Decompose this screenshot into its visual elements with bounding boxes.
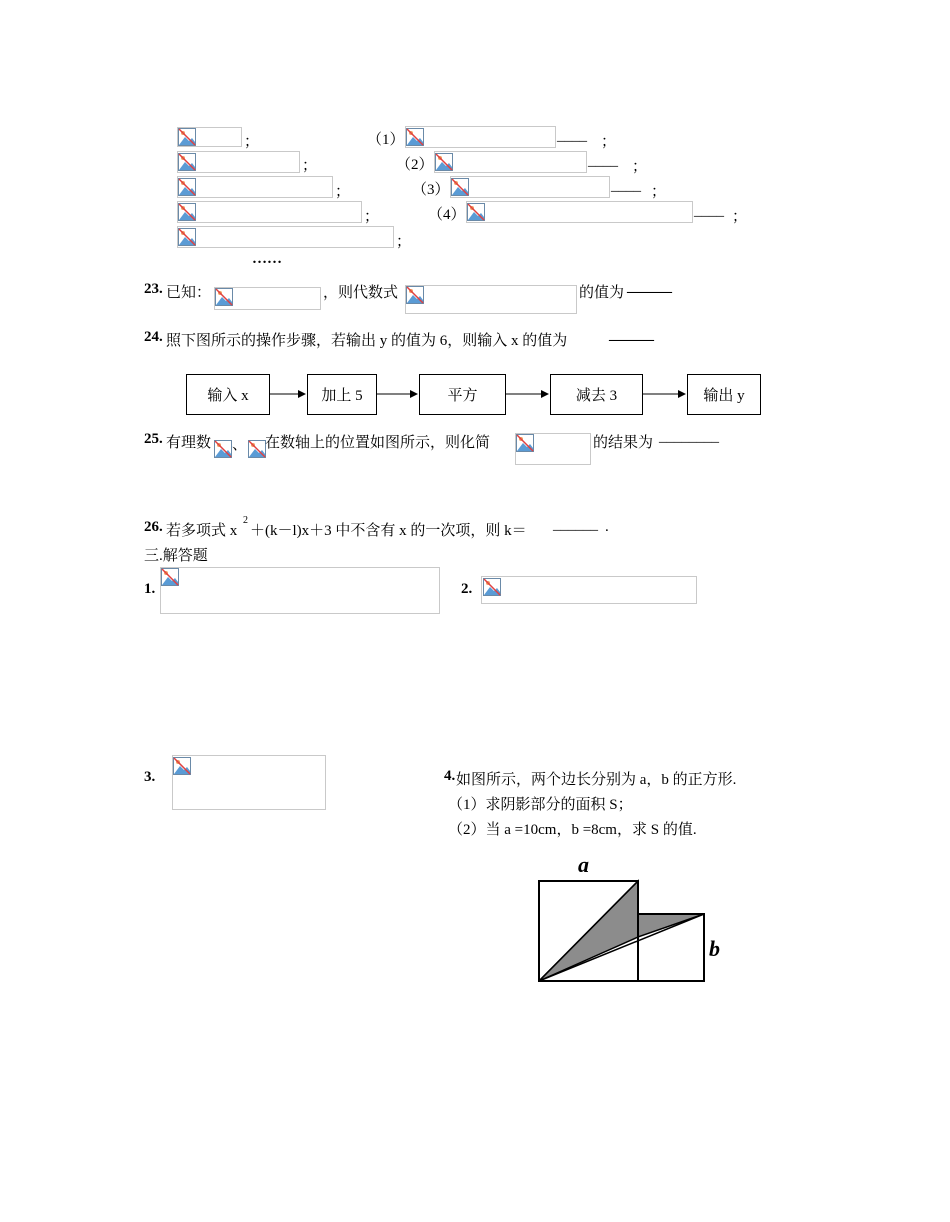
period: . xyxy=(605,519,609,535)
label-b: b xyxy=(709,936,720,961)
broken-image-icon xyxy=(173,757,191,775)
semicolon: ； xyxy=(732,209,748,225)
question-text: 照下图所示的操作步骤，若输出 y 的值为 6，则输入 x 的值为 xyxy=(166,333,568,349)
flow-step-input: 输入 x xyxy=(186,374,270,415)
semicolon: ； xyxy=(651,184,667,200)
semicolon: ； xyxy=(302,158,318,174)
answer-blank: ____ xyxy=(557,128,587,144)
superscript: 2 xyxy=(243,515,248,526)
semicolon: ； xyxy=(364,209,380,225)
separator: 、 xyxy=(232,437,248,453)
question-text: ，则代数式 xyxy=(323,285,399,301)
problem-subquestion: （2）当 a =10cm，b =8cm，求 S 的值. xyxy=(448,822,697,838)
answer-blank: ______ xyxy=(609,327,654,343)
broken-image-icon xyxy=(161,568,179,586)
question-text: ＋(k－l)x＋3 中不含有 x 的一次项，则 k＝ xyxy=(250,523,527,539)
broken-image-icon xyxy=(248,440,266,458)
label-a: a xyxy=(578,852,589,877)
answer-blank: ______ xyxy=(627,279,672,295)
item-label: （2） xyxy=(396,157,434,173)
ellipsis: …… xyxy=(252,251,282,267)
answer-blank: ____ xyxy=(588,153,618,169)
semicolon: ； xyxy=(335,184,351,200)
answer-blank: ____ xyxy=(694,203,724,219)
question-text: 若多项式 x xyxy=(166,523,238,539)
item-label: （1） xyxy=(367,132,405,148)
answer-blank: ________ xyxy=(659,429,719,445)
semicolon: ； xyxy=(601,134,617,150)
question-number: 23. xyxy=(144,281,163,297)
problem-number: 4. xyxy=(444,768,456,784)
broken-image-icon xyxy=(214,440,232,458)
flow-step-square: 平方 xyxy=(419,374,506,415)
semicolon: ； xyxy=(632,159,648,175)
semicolon: ； xyxy=(244,134,260,150)
answer-blank: ____ xyxy=(611,178,641,194)
question-number: 26. xyxy=(144,519,163,535)
section-title: 三.解答题 xyxy=(144,548,208,564)
question-text: 的结果为 xyxy=(593,435,654,451)
item-label: （3） xyxy=(412,182,450,198)
formula-box xyxy=(481,576,697,604)
problem-subquestion: （1）求阴影部分的面积 S； xyxy=(448,797,633,813)
flow-step-add: 加上 5 xyxy=(307,374,377,415)
formula-box xyxy=(160,567,440,614)
squares-figure xyxy=(530,855,730,990)
problem-text: 如图所示，两个边长分别为 a，b 的正方形. xyxy=(456,772,737,788)
broken-image-icon xyxy=(483,578,501,596)
question-text: 已知： xyxy=(166,285,212,301)
answer-blank: ______ xyxy=(553,517,598,533)
formula-box xyxy=(172,755,326,810)
question-text: 有理数 xyxy=(166,435,212,451)
problem-number: 3. xyxy=(144,769,156,785)
problem-number: 2. xyxy=(461,581,473,597)
question-text: 的值为 xyxy=(579,285,625,301)
flow-arrows xyxy=(0,0,950,430)
question-text: 在数轴上的位置如图所示，则化简 xyxy=(265,435,491,451)
problem-number: 1. xyxy=(144,581,156,597)
semicolon: ； xyxy=(396,234,412,250)
item-label: （4） xyxy=(428,207,466,223)
flow-step-subtract: 减去 3 xyxy=(550,374,643,415)
broken-image-icon xyxy=(516,434,534,452)
question-number: 25. xyxy=(144,431,163,447)
question-number: 24. xyxy=(144,329,163,345)
flow-step-output: 输出 y xyxy=(687,374,761,415)
